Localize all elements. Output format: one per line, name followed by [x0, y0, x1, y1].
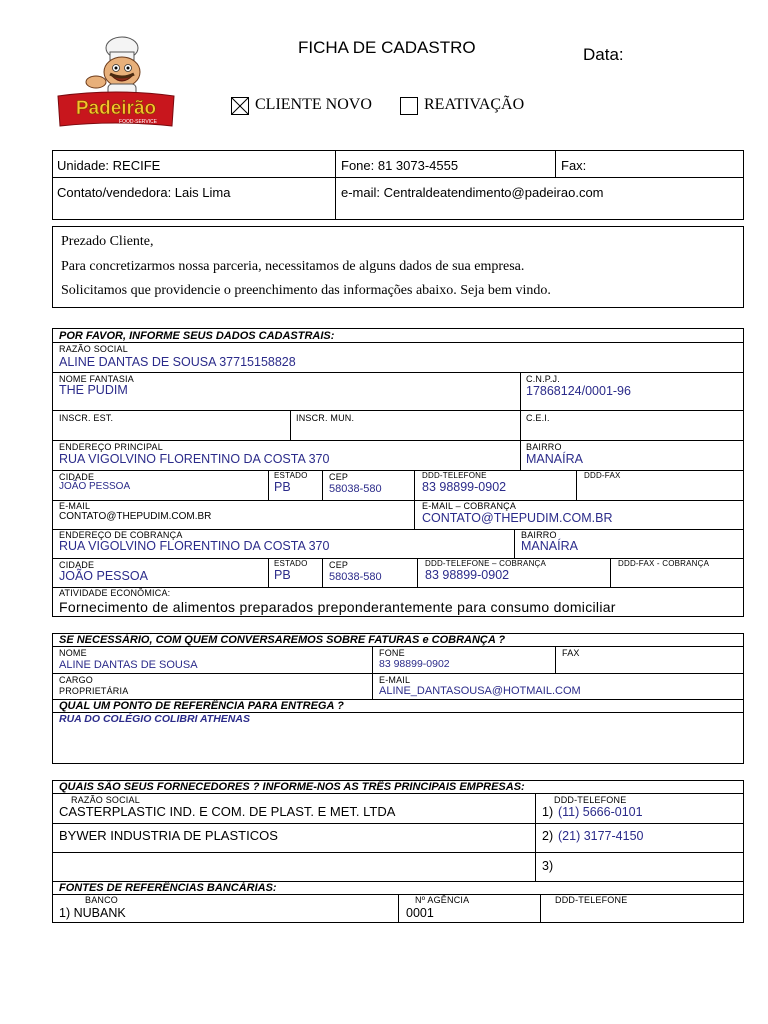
supplier-2-phone-index: 2): [542, 829, 554, 843]
bank-agency[interactable]: 0001: [406, 906, 434, 920]
bank-references-heading: FONTES DE REFERÊNCIAS BANCÁRIAS:: [59, 882, 277, 894]
tel-cobranca-field[interactable]: 83 98899-0902: [425, 568, 510, 582]
unit-phone: Fone: 81 3073-4555: [341, 158, 459, 173]
bank-phone-label: DDD-TELEFONE: [555, 895, 628, 905]
agency-label: Nº AGÊNCIA: [415, 895, 470, 905]
email-field[interactable]: CONTATO@THEPUDIM.COM.BR: [59, 511, 212, 522]
estado-field[interactable]: PB: [274, 480, 291, 494]
supplier-1-name[interactable]: CASTERPLASTIC IND. E COM. DE PLAST. E MET. LTDA: [59, 804, 396, 819]
reactivation-checkbox[interactable]: [400, 97, 418, 115]
estado-label: ESTADO: [274, 471, 308, 480]
billing-contact-heading: SE NECESSÁRIO, COM QUEM CONVERSAREMOS SOBRE FATURAS e COBRANÇA ?: [59, 634, 506, 646]
supplier-1-phone-index: 1): [542, 805, 554, 819]
contact-fax-label: FAX: [562, 648, 580, 658]
supplier-2-phone[interactable]: (21) 3177-4150: [558, 829, 644, 843]
endereco-cobranca-label: ENDEREÇO DE COBRANÇA: [59, 530, 183, 540]
unit-name: Unidade: RECIFE: [57, 158, 161, 173]
fax-cobranca-label: DDD-FAX - COBRANÇA: [618, 559, 710, 568]
contact-role-label: CARGO: [59, 675, 94, 685]
intro-greeting: Prezado Cliente,: [61, 234, 154, 249]
cidade-label: CIDADE: [59, 472, 95, 482]
bairro-cobranca-field[interactable]: MANAÍRA: [521, 539, 578, 553]
razao-social-field[interactable]: ALINE DANTAS DE SOUSA 37715158828: [59, 355, 296, 369]
check-x-icon: [232, 98, 248, 114]
bairro-label: BAIRRO: [526, 442, 562, 452]
cep-field[interactable]: 58038-580: [329, 483, 382, 495]
unit-contact: Contato/vendedora: Lais Lima: [57, 185, 231, 200]
registration-heading: POR FAVOR, INFORME SEUS DADOS CADASTRAIS:: [59, 330, 335, 342]
svg-text:Padeirão: Padeirão: [75, 98, 157, 119]
supplier-2-name[interactable]: BYWER INDUSTRIA DE PLASTICOS: [59, 828, 278, 843]
suppliers-heading: QUAIS SÃO SEUS FORNECEDORES ? INFORME-NOS AS TRÊS PRINCIPAIS EMPRESAS:: [59, 781, 525, 793]
unit-fax: Fax:: [561, 158, 587, 173]
supplier-1-phone[interactable]: (11) 5666-0101: [558, 805, 643, 819]
bank-name[interactable]: 1) NUBANK: [59, 906, 126, 920]
new-client-checkbox[interactable]: [231, 97, 249, 115]
cnpj-label: C.N.P.J.: [526, 374, 560, 384]
supplier-phone-label: DDD-TELEFONE: [554, 795, 627, 805]
insc-mun-label: INSCR. MUN.: [296, 413, 355, 423]
cidade-field[interactable]: JOÃO PESSOA: [59, 481, 131, 492]
email-cobranca-label: E-MAIL – COBRANÇA: [422, 501, 517, 511]
cidade-cobranca-label: CIDADE: [59, 560, 95, 570]
tel-field[interactable]: 83 98899-0902: [422, 480, 507, 494]
supplier-3-phone-index: 3): [542, 859, 554, 873]
padeirao-logo: [56, 34, 176, 134]
cei-label: C.E.I.: [526, 413, 550, 423]
tel-cobranca-label: DDD-TELEFONE – COBRANÇA: [425, 559, 547, 568]
contact-role-field[interactable]: PROPRIETÁRIA: [59, 686, 129, 696]
endereco-label: ENDEREÇO PRINCIPAL: [59, 442, 163, 452]
endereco-cobranca-field[interactable]: RUA VIGOLVINO FLORENTINO DA COSTA 370: [59, 539, 330, 553]
endereco-field[interactable]: RUA VIGOLVINO FLORENTINO DA COSTA 370: [59, 452, 330, 466]
cep-cobranca-field[interactable]: 58038-580: [329, 571, 382, 583]
delivery-reference-heading: QUAL UM PONTO DE REFERÊNCIA PARA ENTREGA ?: [59, 700, 344, 712]
cnpj-field[interactable]: 17868124/0001-96: [526, 384, 631, 398]
contact-email-label: E-MAIL: [379, 675, 411, 685]
form-title: FICHA DE CADASTRO: [298, 38, 476, 57]
insc-est-label: INSCR. EST.: [59, 413, 114, 423]
svg-text:FOOD·SERVICE: FOOD·SERVICE: [119, 119, 157, 125]
cep-label: CEP: [329, 472, 349, 482]
atividade-label: ATIVIDADE ECONÔMICA:: [59, 588, 171, 598]
contact-phone-field[interactable]: 83 98899-0902: [379, 658, 450, 670]
contact-name-field[interactable]: ALINE DANTAS DE SOUSA: [59, 659, 198, 671]
fantasia-label: NOME FANTASIA: [59, 374, 134, 384]
razao-social-label: RAZÃO SOCIAL: [59, 344, 128, 354]
contact-email-field[interactable]: ALINE_DANTASOUSA@HOTMAIL.COM: [379, 685, 581, 697]
baker-mascot-icon: [56, 34, 176, 134]
date-label: Data:: [583, 45, 624, 64]
bairro-field[interactable]: MANAÍRA: [526, 452, 583, 466]
cidade-cobranca-field[interactable]: JOÃO PESSOA: [59, 569, 148, 583]
intro-line2: Solicitamos que providencie o preenchimento das informações abaixo. Seja bem vindo.: [61, 283, 551, 298]
fantasia-field[interactable]: THE PUDIM: [59, 383, 128, 397]
bairro-cobranca-label: BAIRRO: [521, 530, 557, 540]
unit-email: e-mail: Centraldeatendimento@padeirao.com: [341, 185, 604, 200]
new-client-label: CLIENTE NOVO: [255, 96, 372, 113]
tel-label: DDD-TELEFONE: [422, 471, 487, 480]
estado-cobranca-label: ESTADO: [274, 559, 308, 568]
supplier-name-label: RAZÃO SOCIAL: [71, 795, 140, 805]
email-label: E-MAIL: [59, 501, 91, 511]
email-cobranca-field[interactable]: CONTATO@THEPUDIM.COM.BR: [422, 511, 613, 525]
delivery-reference-field[interactable]: RUA DO COLÉGIO COLIBRI ATHENAS: [59, 713, 250, 725]
reactivation-label: REATIVAÇÃO: [424, 96, 525, 113]
atividade-field[interactable]: Fornecimento de alimentos preparados preponderantemente para consumo domiciliar: [59, 599, 616, 615]
contact-name-label: NOME: [59, 648, 87, 658]
estado-cobranca-field[interactable]: PB: [274, 568, 291, 582]
intro-line1: Para concretizarmos nossa parceria, necessitamos de alguns dados de sua empresa.: [61, 259, 525, 274]
bank-label: BANCO: [85, 895, 119, 905]
contact-phone-label: FONE: [379, 648, 405, 658]
fax-label: DDD-FAX: [584, 471, 621, 480]
cep-cobranca-label: CEP: [329, 560, 349, 570]
